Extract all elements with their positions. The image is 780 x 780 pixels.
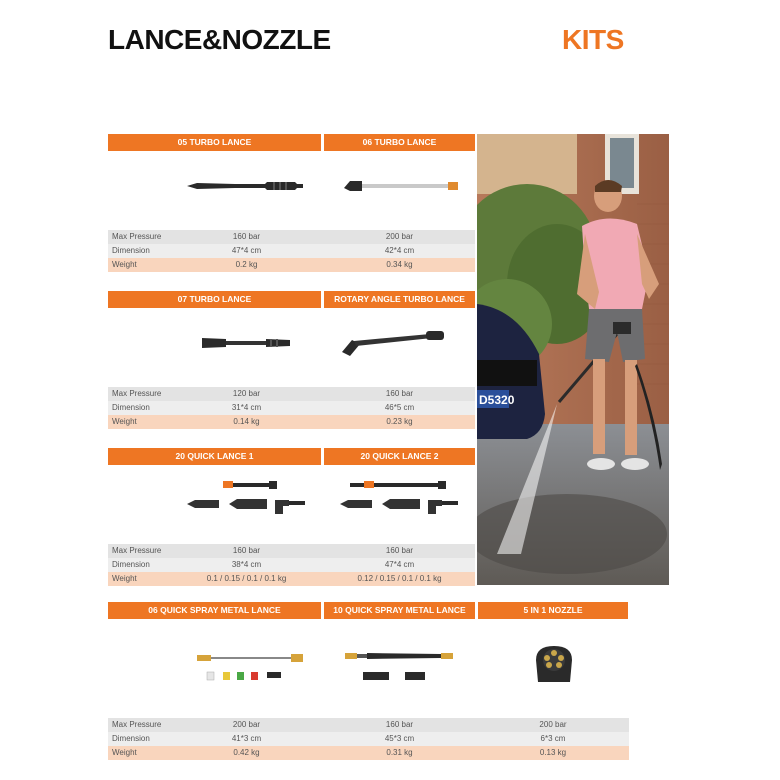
spec-value: 0.31 kg bbox=[386, 748, 413, 757]
spec-label: Weight bbox=[112, 417, 137, 426]
spec-value: 0.42 kg bbox=[233, 748, 260, 757]
quick-lance-2-image bbox=[338, 478, 466, 520]
spec-row-dimension bbox=[108, 558, 475, 572]
spec-value: 47*4 cm bbox=[384, 560, 415, 569]
spec-value: 0.2 kg bbox=[235, 260, 258, 269]
spec-label: Dimension bbox=[112, 734, 150, 743]
header-07-turbo-lance: 07 TURBO LANCE bbox=[108, 291, 321, 308]
spec-value: 200 bar bbox=[385, 232, 414, 241]
nozzle-5-in-1-image bbox=[530, 642, 578, 686]
lance-06-image bbox=[342, 178, 460, 194]
spec-value: 38*4 cm bbox=[231, 560, 262, 569]
spec-value: 6*3 cm bbox=[540, 734, 566, 743]
spec-row-dimension bbox=[108, 244, 475, 258]
header-06-quick-spray-metal-lance: 06 QUICK SPRAY METAL LANCE bbox=[108, 602, 321, 619]
header-06-turbo-lance: 06 TURBO LANCE bbox=[324, 134, 475, 151]
spec-label: Weight bbox=[112, 260, 137, 269]
spec-value: 160 bar bbox=[385, 720, 414, 729]
header-20-quick-lance-2: 20 QUICK LANCE 2 bbox=[324, 448, 475, 465]
spec-value: 42*4 cm bbox=[384, 246, 415, 255]
spec-label: Max Pressure bbox=[112, 720, 162, 729]
spec-value: 31*4 cm bbox=[231, 403, 262, 412]
spec-value: 0.34 kg bbox=[386, 260, 413, 269]
spec-row-dimension bbox=[108, 401, 475, 415]
spec-row-weight bbox=[108, 572, 475, 586]
spec-row-pressure bbox=[108, 718, 629, 732]
spec-label: Max Pressure bbox=[112, 232, 162, 241]
spec-label: Weight bbox=[112, 574, 137, 583]
spec-value: 160 bar bbox=[232, 232, 261, 241]
header-20-quick-lance-1: 20 QUICK LANCE 1 bbox=[108, 448, 321, 465]
lance-rotary-angle-image bbox=[338, 328, 448, 358]
spec-value: 120 bar bbox=[232, 389, 261, 398]
header-05-turbo-lance: 05 TURBO LANCE bbox=[108, 134, 321, 151]
quick-spray-06-image bbox=[195, 650, 305, 684]
spec-row-pressure bbox=[108, 230, 475, 244]
kits-title: KITS bbox=[562, 24, 624, 55]
header-10-quick-spray-metal-lance: 10 QUICK SPRAY METAL LANCE bbox=[324, 602, 475, 619]
spec-value: 41*3 cm bbox=[231, 734, 262, 743]
spec-value: 0.23 kg bbox=[386, 417, 413, 426]
spec-value: 0.13 kg bbox=[539, 748, 567, 757]
spec-label: Dimension bbox=[112, 403, 150, 412]
spec-value: 0.12 / 0.15 / 0.1 / 0.1 kg bbox=[357, 574, 442, 583]
spec-row-dimension bbox=[108, 732, 629, 746]
header-5-in-1-nozzle: 5 IN 1 NOZZLE bbox=[478, 602, 628, 619]
spec-value: 46*5 cm bbox=[384, 403, 415, 412]
spec-value: 160 bar bbox=[232, 546, 261, 555]
quick-spray-10-image bbox=[343, 648, 457, 686]
header-rotary-angle-turbo-lance: ROTARY ANGLE TURBO LANCE bbox=[324, 291, 475, 308]
page-title: LANCE&NOZZLE bbox=[108, 24, 331, 55]
quick-lance-1-image bbox=[185, 478, 309, 520]
spec-value: 160 bar bbox=[385, 389, 414, 398]
spec-value: 200 bar bbox=[232, 720, 261, 729]
spec-value: 0.14 kg bbox=[233, 417, 260, 426]
license-plate-text: D5320 bbox=[479, 393, 515, 407]
lance-05-image bbox=[185, 176, 305, 196]
spec-label: Max Pressure bbox=[112, 389, 162, 398]
spec-row-weight bbox=[108, 258, 475, 272]
lance-07-image bbox=[200, 334, 292, 352]
spec-value: 0.1 / 0.15 / 0.1 / 0.1 kg bbox=[206, 574, 287, 583]
spec-row-pressure bbox=[108, 544, 475, 558]
spec-label: Max Pressure bbox=[112, 546, 162, 555]
spec-value: 47*4 cm bbox=[231, 246, 262, 255]
spec-label: Dimension bbox=[112, 560, 150, 569]
spec-label: Dimension bbox=[112, 246, 150, 255]
spec-value: 160 bar bbox=[385, 546, 414, 555]
spec-value: 45*3 cm bbox=[384, 734, 415, 743]
spec-value: 200 bar bbox=[539, 720, 567, 729]
lifestyle-photo bbox=[477, 134, 669, 585]
spec-row-pressure bbox=[108, 387, 475, 401]
spec-row-weight bbox=[108, 415, 475, 429]
spec-row-weight bbox=[108, 746, 629, 760]
spec-label: Weight bbox=[112, 748, 137, 757]
